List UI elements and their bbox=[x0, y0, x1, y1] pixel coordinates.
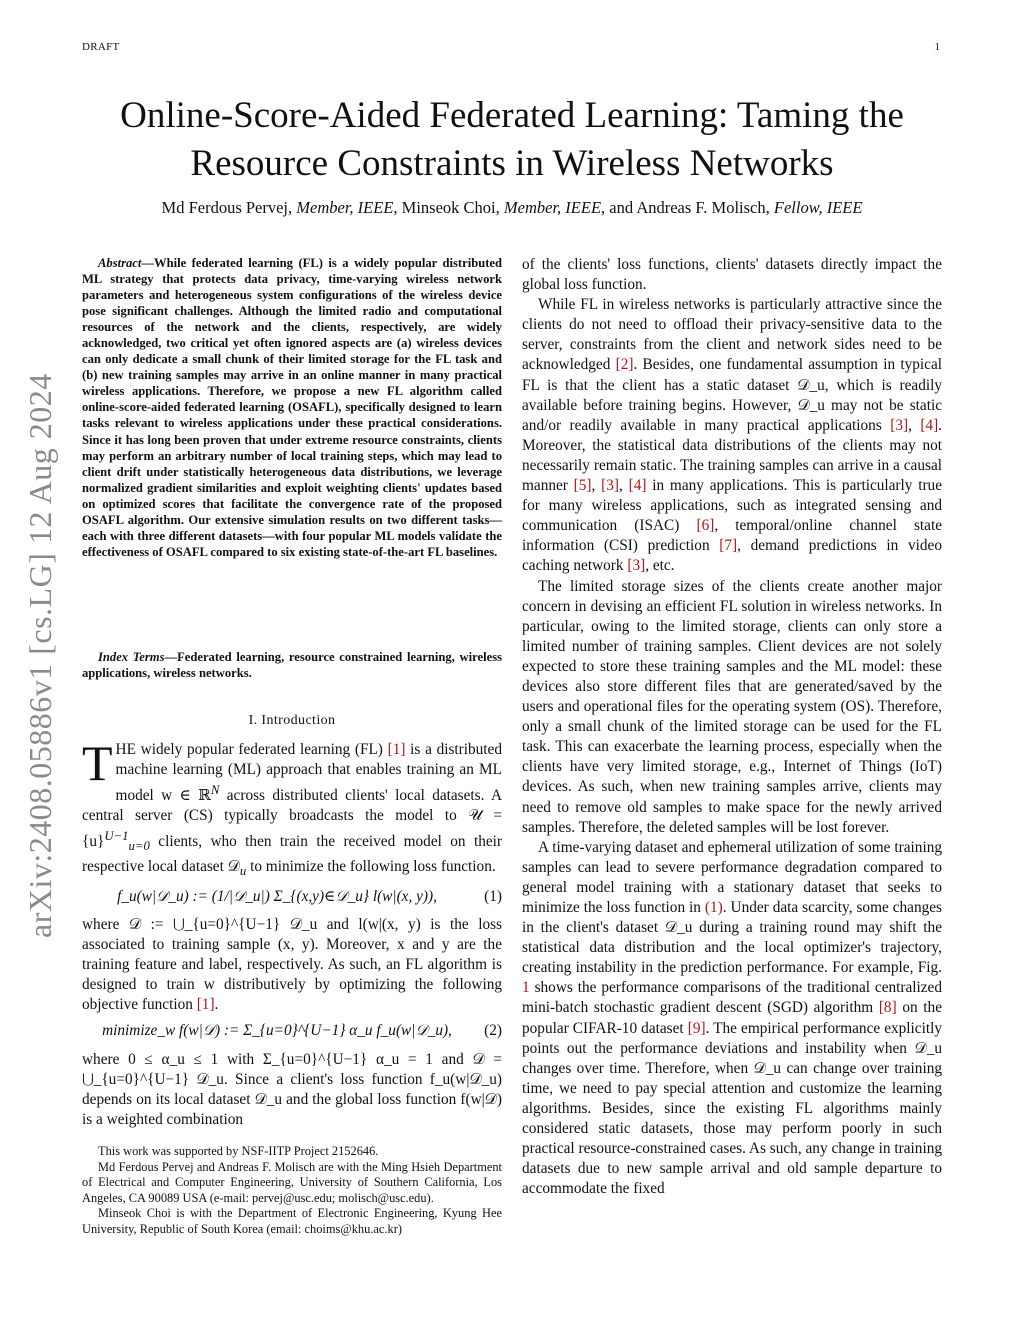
equation-body: f_u(w|𝒟_u) := (1/|𝒟_u|) Σ_{(x,y)∈𝒟_u} l(w|(x, y)), bbox=[117, 887, 437, 905]
equation-number: (2) bbox=[484, 1022, 502, 1040]
arxiv-stamp: arXiv:2408.05886v1 [cs.LG] 12 Aug 2024 bbox=[22, 373, 58, 938]
text-run: . Moreover, the statistical data distributions of the clients may not necessarily remain static. The training samples can arrive in a causal manner bbox=[522, 416, 942, 495]
author-name: Md Ferdous Pervej, bbox=[161, 198, 293, 217]
text-run: where 𝒟 := ⋃_{u=0}^{U−1} 𝒟_u and l(w|(x, y) is the loss associated to training sample (x, y). Moreover, x and y are the training feature and label, respectively. As such, an FL algorithm is designed to train w distributively by optimizing the following objective function bbox=[82, 915, 502, 1014]
running-header: DRAFT bbox=[82, 41, 120, 53]
right-column-text bbox=[522, 255, 942, 1199]
author-name: , and Andreas F. Molisch, bbox=[601, 198, 770, 217]
author-membership: Member, IEEE bbox=[503, 198, 602, 217]
text-run: to minimize the following loss function. bbox=[246, 857, 496, 875]
footnotes bbox=[82, 1144, 502, 1238]
footnote: Md Ferdous Pervej and Andreas F. Molisch are with the Ming Hsieh Department of Electrical and Computer Engineering, University of Southern California, Los Angeles, CA 90089 USA (e-mail: pervej@usc.edu; molisch@usc.edu). bbox=[82, 1159, 502, 1205]
text-run: , bbox=[618, 477, 629, 495]
text-run: , bbox=[908, 416, 921, 434]
citation-link[interactable]: [9] bbox=[687, 1019, 706, 1037]
page-number: 1 bbox=[934, 41, 940, 53]
index-terms bbox=[82, 649, 502, 681]
text-run: is a distributed machine learning (ML) approach that enables training an ML model w ∈ ℝ bbox=[115, 741, 502, 805]
intro-text: THE widely popular federated learning (FL) [1] is a distributed machine learning (ML) approach that enables training an ML model w ∈ ℝ$^N$ across distributed clients' local datasets. A central server (CS) typically broadcasts the model to 𝒰 = $\{u\}^{U-1}_{u=0}$ clients, who then train the received model on their respective local dataset 𝒟$_u$ to minimize the following loss function. f_u(w|𝒟_u) := (1/|𝒟_u|) Σ_{(x,y)∈𝒟_u} l(w|(x, y)), (1) where 𝒟 := ⋃_{u=0}^{U−1} 𝒟_u and l(w|(x, y) is the loss associated to training sample (x, y). Moreover, x and y are the training feature and label, respectively. As such, an FL algorithm is designed to train w distributively by optimizing the following objective function [1]. minimize_w f(w|𝒟) := Σ_{u=0}^{U−1} α_u f_u(w|𝒟_u), (2) where 0 ≤ α_u ≤ 1 with Σ_{u=0}^{U−1} α_u = 1 and 𝒟 = ⋃_{u=0}^{U−1} 𝒟_u. Since a client's loss function f_u(w|𝒟_u) depends on its local dataset 𝒟_u and the global loss function f(w|𝒟) is a weighted combination bbox=[82, 735, 503, 1128]
equation-ref-link[interactable]: (1) bbox=[704, 899, 723, 916]
paragraph bbox=[522, 838, 942, 1200]
author-line bbox=[82, 198, 942, 218]
paper-title: Online-Score-Aided Federated Learning: Taming the Resource Constraints in Wireless Networks bbox=[120, 95, 904, 184]
figure-ref-link[interactable]: 1 bbox=[522, 979, 530, 997]
author-membership: Member, IEEE bbox=[296, 198, 394, 217]
text-run: clients, who then train the received model on their respective local dataset 𝒟 bbox=[82, 833, 502, 875]
paragraph: of the clients' loss functions, clients' datasets directly impact the global loss function. bbox=[522, 256, 942, 294]
citation-link[interactable]: [1] bbox=[387, 741, 406, 758]
author-name: , Minseok Choi, bbox=[393, 198, 500, 217]
abstract bbox=[82, 255, 502, 560]
equation-body: minimize_w f(w|𝒟) := Σ_{u=0}^{U−1} α_u f_u(w|𝒟_u), bbox=[102, 1022, 452, 1040]
text-run: , demand predictions in video caching network bbox=[522, 537, 942, 575]
citation-link[interactable]: [1] bbox=[196, 996, 215, 1014]
drop-cap: T bbox=[82, 735, 113, 791]
footnote: This work was supported by NSF-IITP Project 2152646. bbox=[98, 1144, 379, 1158]
citation-link[interactable]: [7] bbox=[719, 537, 738, 555]
equation-number: (1) bbox=[484, 887, 502, 905]
paragraph: The limited storage sizes of the clients create another major concern in devising an efficient FL solution in wireless networks. In particular, owing to the limited storage, clients can only store a limited number of training samples. Client devices are not solely expected to store these training samples and the ML model: these devices also store different files that are generated/saved by the users and operational files for the operating system (OS). Therefore, only a small chunk of the limited storage can be used for the FL task. This can exacerbate the learning process, especially when the clients have very limited storage, e.g., Internet of Things (IoT) devices. As such, when new training samples arrive, clients may need to remove old samples to make space for the newly arrived samples. Therefore, the deleted samples will be lost forever. bbox=[522, 577, 942, 836]
text-run: HE widely popular federated learning (FL) bbox=[115, 741, 388, 758]
index-terms-lead: Index Terms bbox=[98, 650, 165, 664]
citation-link[interactable]: [5] bbox=[573, 477, 592, 495]
footnote: Minseok Choi is with the Department of Electronic Engineering, Kyung Hee University, Republic of South Korea (email: choims@khu.ac.kr) bbox=[82, 1206, 502, 1236]
section-heading: I. Introduction bbox=[248, 713, 336, 728]
text-run: . Under data scarcity, some changes in the client's dataset 𝒟_u during a training round may shift the statistical data distribution and the local optimizer's trajectory, creating instability in the prediction performance. For example, Fig. bbox=[522, 899, 942, 977]
text-run: shows the performance comparisons of the traditional centralized mini-batch stochastic gradient descent (SGD) algorithm bbox=[522, 979, 942, 1017]
text-run: across distributed clients' local datasets. A central server (CS) typically broadcasts the model to 𝒰 = {u} bbox=[82, 787, 503, 851]
citation-link[interactable]: [3] bbox=[627, 557, 646, 575]
text-run: where 0 ≤ α_u ≤ 1 with Σ_{u=0}^{U−1} α_u = 1 and 𝒟 = ⋃_{u=0}^{U−1} 𝒟_u. Since a client's loss function f_u(w|𝒟_u) depends on its local dataset 𝒟_u and the global loss function f(w|𝒟) is a weighted combination bbox=[82, 1050, 502, 1128]
text-run: , bbox=[591, 477, 602, 495]
text-run: A time-varying dataset and ephemeral utilization of some training samples can lead to severe performance degradation compared to general model training with a stationary dataset that seeks to minimize the loss function in bbox=[522, 838, 942, 916]
index-terms-text: —Federated learning, resource constrained learning, wireless applications, wireless networks. bbox=[82, 650, 502, 681]
author-membership: Fellow, IEEE bbox=[773, 198, 863, 217]
text-run: . Besides, one fundamental assumption in typical FL is that the client has a static dataset 𝒟_u, which is readily available before training begins. However, 𝒟_u may not be static and/or readily available in many practical applications bbox=[522, 356, 942, 434]
citation-link[interactable]: [3] bbox=[601, 477, 619, 495]
abstract-text: —While federated learning (FL) is a widely popular distributed ML strategy that protects data privacy, time-varying wireless network parameters and heterogeneous system configurations of the wireless device pose significant challenges. Although the limited radio and computational resources of the network and the clients, respectively, are widely acknowledged, two critical yet often ignored aspects are (a) wireless devices can only dedicate a small chunk of their limited storage for the FL task and (b) new training samples may arrive in an online manner in many practical wireless applications. Therefore, we propose a new FL algorithm called online-score-aided federated learning (OSAFL), specifically designed to learn tasks relevant to wireless applications under these practical considerations. Since it has long been proven that under extreme resource constraints, clients may perform an arbitrary number of local training steps, which may lead to client drift under statistically heterogeneous data distributions, we leverage normalized gradient similarities and exploit weighting clients' updates based on optimized scores that facilitate the convergence rate of the proposed OSAFL algorithm. Our extensive simulation results on two different tasks—each with three different datasets—with four popular ML models validate the effectiveness of OSAFL compared to six existing state-of-the-art FL baselines. bbox=[82, 256, 502, 559]
citation-link[interactable]: [8] bbox=[878, 999, 897, 1017]
text-run: on the popular CIFAR-10 dataset bbox=[522, 999, 942, 1037]
text-run: , temporal/online channel state information (CSI) prediction bbox=[522, 517, 942, 555]
citation-link[interactable]: [2] bbox=[615, 356, 634, 374]
text-run: , etc. bbox=[645, 557, 675, 575]
citation-link[interactable]: [4] bbox=[628, 477, 647, 495]
citation-link[interactable]: [3] bbox=[890, 416, 909, 434]
text-run: . The empirical performance explicitly points out the performance deviations and instability when 𝒟_u changes over time. Therefore, when 𝒟_u can change over training time, we need to pay special attention and customize the learning algorithms. Besides, since the existing FL algorithms mainly considered static datasets, those may perform poorly in such practical resource-constrained cases. As such, any change in training datasets due to new sample arrival and old sample departure to accommodate the fixed bbox=[522, 1019, 942, 1198]
text-run: While FL in wireless networks is particularly attractive since the clients do not need to offload their privacy-sensitive data to the server, constraints from the client and network sides need to be acknowledged bbox=[522, 296, 942, 374]
text-run: . bbox=[214, 996, 219, 1014]
paragraph bbox=[522, 295, 942, 576]
text-run: in many applications. This is particularly true for many wireless applications, such as integrated sensing and communication (ISAC) bbox=[522, 477, 942, 535]
abstract-lead: Abstract bbox=[98, 256, 142, 270]
citation-link[interactable]: [4] bbox=[920, 416, 939, 434]
equation-2 bbox=[82, 1021, 502, 1041]
equation-1 bbox=[82, 887, 502, 907]
citation-link[interactable]: [6] bbox=[696, 517, 715, 535]
